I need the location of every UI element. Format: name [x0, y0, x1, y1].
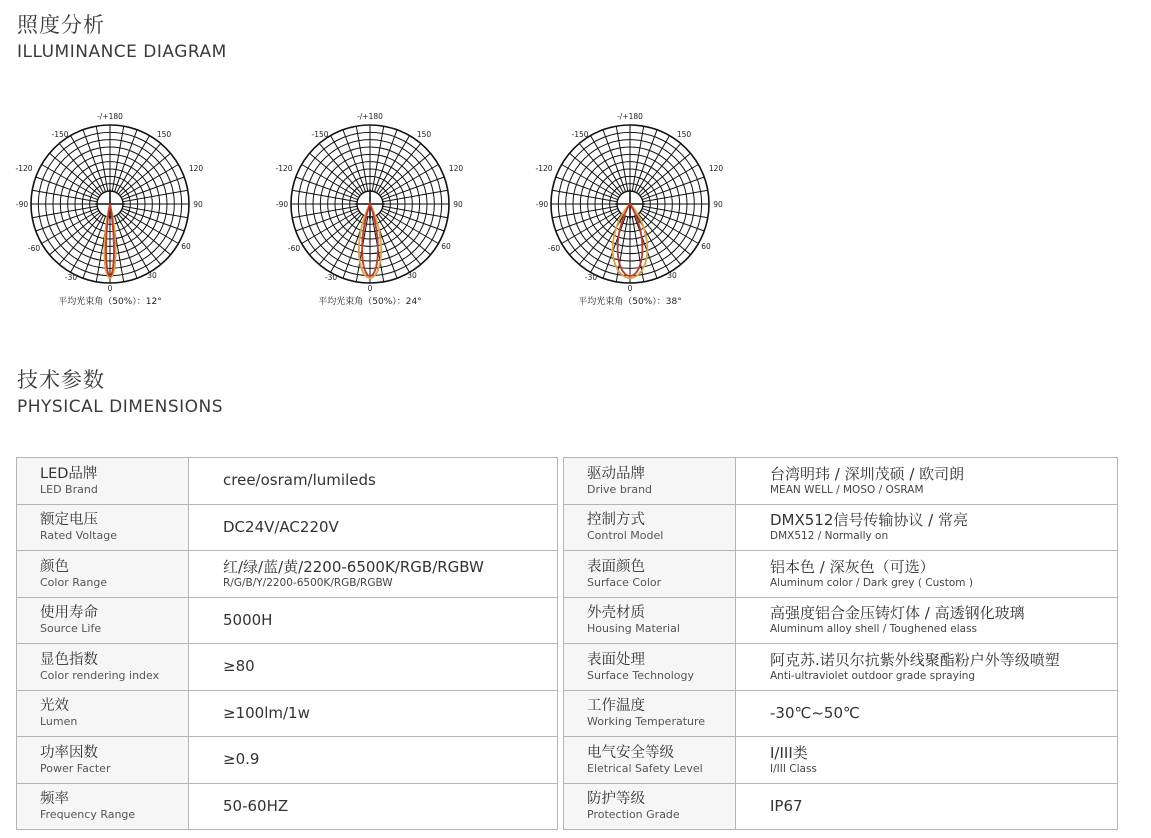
spec-value-main: IP67	[770, 796, 803, 815]
spec-label-en: Color rendering index	[40, 668, 160, 682]
angle-label: 0	[107, 284, 113, 293]
spec-value-sub: Aluminum color / Dark grey ( Custom )	[770, 576, 973, 589]
angle-label: 0	[627, 284, 633, 293]
polar-diagram-2	[275, 112, 495, 312]
angle-label: -150	[571, 130, 589, 139]
beam-angle-caption: 平均光束角（50%）：38°	[578, 297, 682, 307]
spec-value	[736, 551, 1118, 598]
angle-label: -30	[64, 273, 78, 282]
spec-value-main: 高强度铝合金压铸灯体 / 高透钢化玻璃	[770, 604, 1025, 623]
spec-label	[564, 644, 736, 691]
angle-label: 120	[448, 164, 464, 173]
spec-row	[17, 597, 558, 644]
angle-label: -90	[535, 200, 549, 209]
spec-label-cn: 防护等级	[587, 791, 645, 808]
spec-label-en: Frequency Range	[40, 808, 136, 822]
spec-label-cn: 颜色	[40, 558, 69, 575]
spec-row	[564, 644, 1118, 691]
spec-value	[189, 644, 558, 691]
spec-value-main: ≥0.9	[223, 750, 260, 769]
spec-value	[736, 458, 1118, 505]
angle-label: -120	[535, 164, 553, 173]
spec-table-right	[563, 457, 1118, 830]
illuminance-title-en: ILLUMINANCE DIAGRAM	[17, 42, 227, 62]
spec-label-en: Housing Material	[587, 622, 680, 636]
spec-label	[17, 458, 189, 505]
angle-label: 90	[453, 200, 463, 209]
spec-label	[17, 597, 189, 644]
angle-label: 60	[181, 242, 191, 251]
spec-value-main: 红/绿/蓝/黄/2200-6500K/RGB/RGBW	[223, 557, 484, 576]
angle-label: 150	[676, 130, 692, 139]
spec-label-cn: 工作温度	[587, 698, 645, 715]
spec-value-main: DC24V/AC220V	[223, 517, 339, 536]
spec-label-cn: 外壳材质	[587, 605, 645, 622]
spec-value	[189, 690, 558, 737]
spec-row	[17, 504, 558, 551]
spec-value	[736, 737, 1118, 784]
spec-label-cn: 频率	[40, 791, 69, 808]
spec-value	[736, 504, 1118, 551]
angle-label: -60	[287, 244, 301, 253]
spec-label	[17, 551, 189, 598]
polar-diagram-3	[535, 112, 755, 312]
spec-label-en: LED Brand	[40, 482, 98, 496]
spec-row	[564, 690, 1118, 737]
polar-grid	[15, 112, 205, 292]
spec-label	[564, 690, 736, 737]
spec-label-en: Working Temperature	[587, 715, 706, 729]
spec-label-en: Power Facter	[40, 761, 111, 775]
spec-value-sub: Anti-ultraviolet outdoor grade spraying	[770, 669, 976, 682]
spec-row	[17, 644, 558, 691]
spec-value-main: 铝本色 / 深灰色（可选）	[770, 557, 935, 576]
spec-value-main: 5000H	[223, 610, 273, 629]
spec-value	[736, 783, 1118, 830]
spec-value	[189, 737, 558, 784]
spec-label	[564, 597, 736, 644]
spec-value-main: DMX512信号传输协议 / 常亮	[770, 511, 968, 530]
spec-value	[189, 504, 558, 551]
spec-row	[17, 690, 558, 737]
angle-label: 150	[416, 130, 432, 139]
polar-grid	[535, 112, 725, 292]
spec-label-en: Drive brand	[587, 482, 653, 496]
spec-value-main: 阿克苏.诺贝尔抗紫外线聚酯粉户外等级喷塑	[770, 650, 1060, 669]
spec-label-cn: LED品牌	[40, 465, 98, 482]
spec-label-cn: 光效	[40, 698, 69, 715]
spec-value	[189, 458, 558, 505]
angle-label: -60	[27, 244, 41, 253]
beam-angle-caption: 平均光束角（50%）：12°	[58, 297, 162, 307]
spec-value-sub: I/III Class	[770, 762, 817, 775]
spec-label-cn: 使用寿命	[40, 605, 98, 622]
beam-angle-caption: 平均光束角（50%）：24°	[318, 297, 422, 307]
spec-value-sub: MEAN WELL / MOSO / OSRAM	[770, 483, 924, 496]
polar-diagram-1	[15, 112, 235, 312]
spec-value-main: -30℃~50℃	[770, 703, 860, 722]
spec-row	[17, 551, 558, 598]
spec-row	[564, 504, 1118, 551]
spec-label-cn: 表面处理	[587, 651, 645, 668]
spec-label	[564, 458, 736, 505]
spec-value	[736, 597, 1118, 644]
spec-value-main: 50-60HZ	[223, 796, 289, 815]
specs-title-en: PHYSICAL DIMENSIONS	[17, 397, 224, 417]
angle-label: -/+180	[617, 112, 643, 121]
spec-table-left	[16, 457, 558, 830]
spec-row	[564, 551, 1118, 598]
spec-label-en: Eletrical Safety Level	[587, 761, 703, 775]
angle-label: -/+180	[357, 112, 383, 121]
spec-row	[17, 783, 558, 830]
spec-row	[564, 458, 1118, 505]
spec-label-en: Rated Voltage	[40, 529, 117, 543]
spec-row	[564, 783, 1118, 830]
spec-label-en: Surface Technology	[587, 668, 695, 682]
spec-label-cn: 表面颜色	[587, 558, 645, 575]
spec-label	[17, 690, 189, 737]
spec-value	[189, 783, 558, 830]
spec-label	[17, 504, 189, 551]
spec-row	[564, 597, 1118, 644]
spec-label	[17, 644, 189, 691]
spec-value-sub: DMX512 / Normally on	[770, 530, 889, 543]
spec-label-en: Lumen	[40, 715, 78, 729]
spec-label-cn: 额定电压	[40, 512, 98, 529]
angle-label: -90	[275, 200, 289, 209]
spec-value-sub: Aluminum alloy shell / Toughened elass	[770, 623, 978, 636]
spec-label-en: Source Life	[40, 622, 102, 636]
angle-label: -30	[324, 273, 338, 282]
angle-label: 0	[367, 284, 373, 293]
spec-row	[564, 737, 1118, 784]
spec-label	[564, 504, 736, 551]
angle-label: 90	[713, 200, 723, 209]
spec-label-cn: 显色指数	[40, 651, 98, 668]
angle-label: -60	[547, 244, 561, 253]
spec-value-main: ≥100lm/1w	[223, 703, 310, 722]
spec-value-main: cree/osram/lumileds	[223, 471, 376, 490]
spec-label-cn: 功率因数	[40, 744, 98, 761]
spec-label-en: Color Range	[40, 575, 108, 589]
angle-label: 60	[441, 242, 451, 251]
angle-label: 30	[147, 271, 157, 280]
angle-label: -150	[311, 130, 329, 139]
spec-label-cn: 电气安全等级	[587, 744, 674, 761]
spec-value-main: I/III类	[770, 743, 808, 762]
spec-value	[736, 644, 1118, 691]
spec-value	[736, 690, 1118, 737]
angle-label: 120	[708, 164, 724, 173]
spec-label	[564, 551, 736, 598]
angle-label: -150	[51, 130, 69, 139]
angle-label: -90	[15, 200, 29, 209]
angle-label: 90	[193, 200, 203, 209]
spec-label-cn: 驱动品牌	[587, 465, 645, 482]
spec-row	[17, 737, 558, 784]
specs-title-cn: 技术参数	[17, 368, 105, 392]
spec-row	[17, 458, 558, 505]
angle-label: 150	[156, 130, 172, 139]
angle-label: 30	[667, 271, 677, 280]
spec-label	[17, 783, 189, 830]
angle-label: 60	[701, 242, 711, 251]
spec-label	[564, 783, 736, 830]
spec-label-en: Protection Grade	[587, 808, 680, 822]
angle-label: -30	[584, 273, 598, 282]
spec-value-main: ≥80	[223, 657, 255, 676]
spec-label-en: Surface Color	[587, 575, 662, 589]
angle-label: -/+180	[97, 112, 123, 121]
spec-label-en: Control Model	[587, 529, 664, 543]
spec-label	[17, 737, 189, 784]
spec-label	[564, 737, 736, 784]
angle-label: -120	[15, 164, 33, 173]
illuminance-title-cn: 照度分析	[17, 13, 105, 37]
angle-label: 30	[407, 271, 417, 280]
angle-label: -120	[275, 164, 293, 173]
spec-value	[189, 551, 558, 598]
spec-value-main: 台湾明玮 / 深圳茂硕 / 欧司朗	[770, 464, 965, 483]
spec-value	[189, 597, 558, 644]
polar-grid	[275, 112, 465, 292]
spec-value-sub: R/G/B/Y/2200-6500K/RGB/RGBW	[223, 576, 393, 589]
spec-label-cn: 控制方式	[587, 512, 645, 529]
angle-label: 120	[188, 164, 204, 173]
